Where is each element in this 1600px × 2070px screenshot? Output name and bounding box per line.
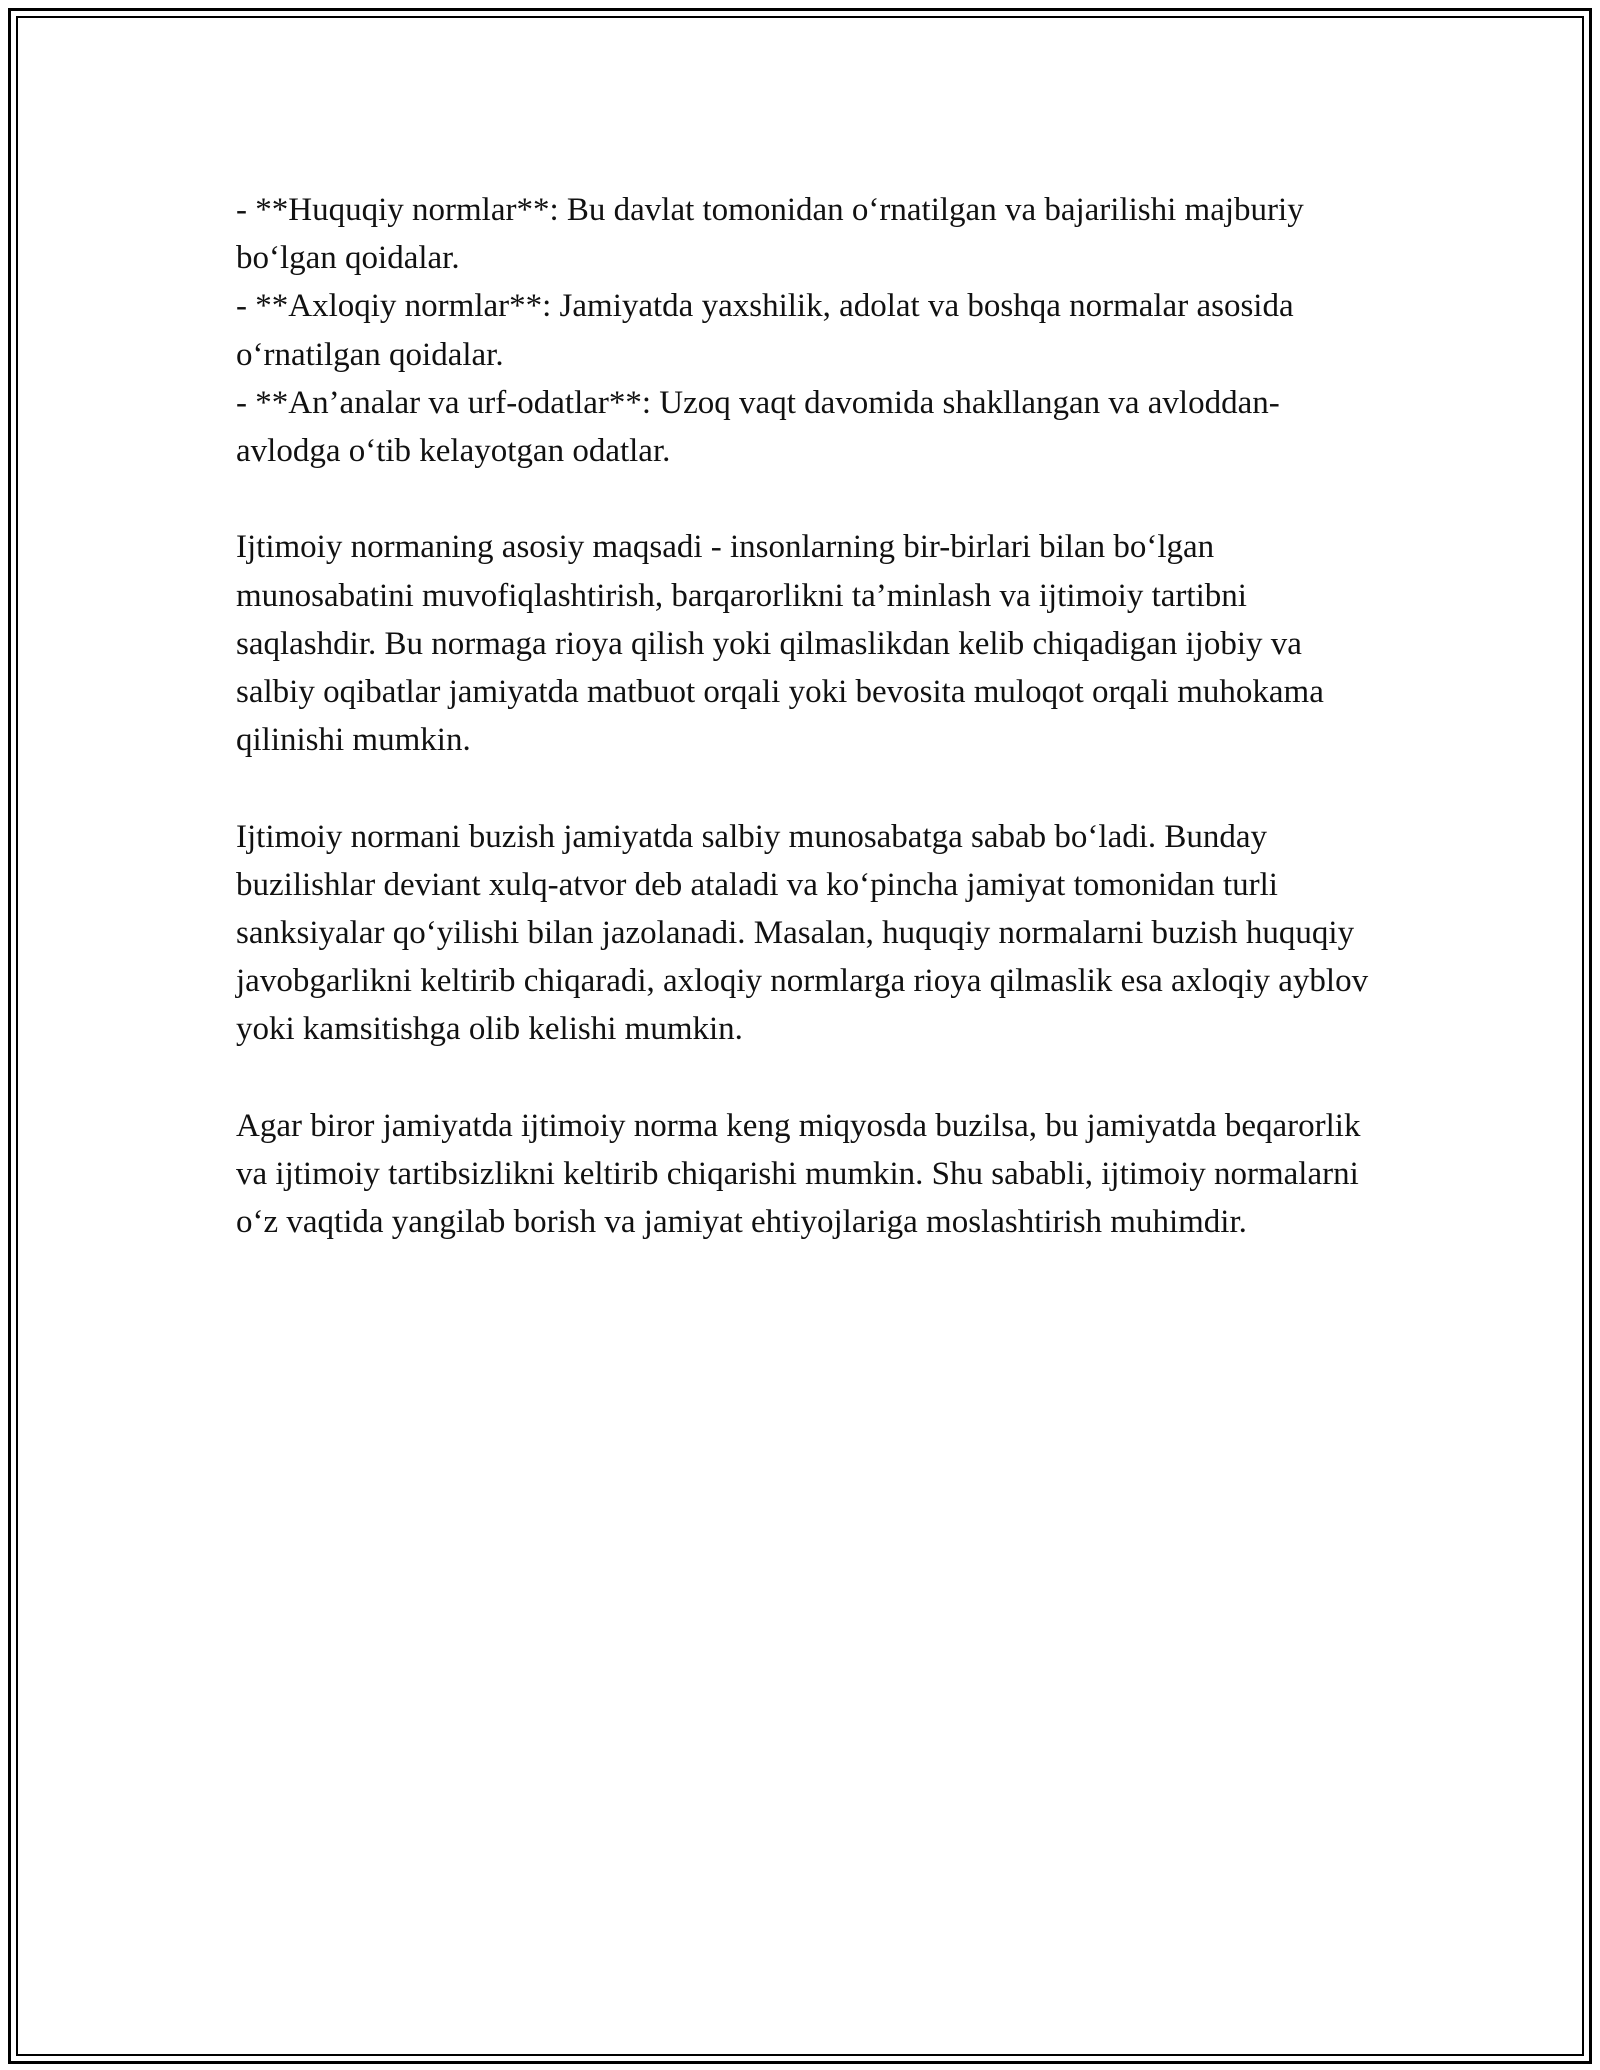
paragraph-spacer xyxy=(236,764,1376,812)
paragraph-buzish: Ijtimoiy normani buzish jamiyatda salbiy munosabatga sabab bo‘ladi. Bunday buzilishlar deviant xulq-atvor deb ataladi va ko‘pincha jamiyat tomonidan turli sanksiyalar qo‘yilishi bilan jazolanadi. Masalan, huquqiy normalarni buzish huquqiy javobgarlikni keltirib chiqaradi, axloqiy normlarga rioya qilmaslik esa axloqiy ayblov yoki kamsitishga olib kelishi mumkin. xyxy=(236,818,1369,1048)
list-item-axloqiy-normlar: - **Axloqiy normlar**: Jamiyatda yaxshilik, adolat va boshqa normalar asosida o‘rnatilgan qoidalar. xyxy=(236,288,1294,373)
paragraph-spacer xyxy=(236,1054,1376,1102)
paragraph-xulosa: Agar biror jamiyatda ijtimoiy norma keng miqyosda buzilsa, bu jamiyatda beqarorlik va ijtimoiy tartibsizlikni keltirib chiqarishi mumkin. Shu sababli, ijtimoiy normalarni o‘z vaqtida yangilab borish va jamiyat ehtiyojlariga moslashtirish muhimdir. xyxy=(236,1107,1361,1241)
paragraph-maqsad: Ijtimoiy normaning asosiy maqsadi - insonlarning bir-birlari bilan bo‘lgan munosabatini muvofiqlashtirish, barqarorlikni ta’minlash va ijtimoiy tartibni saqlashdir. Bu normaga rioya qilish yoki qilmaslikdan kelib chiqadigan ijobiy va salbiy oqibatlar jamiyatda matbuot orqali yoki bevosita muloqot orqali muhokama qilinishi mumkin. xyxy=(236,529,1324,759)
list-item-ananalar: - **An’analar va urf-odatlar**: Uzoq vaqt davomida shakllangan va avloddan-avlodga o‘tib kelayotgan odatlar. xyxy=(236,384,1280,470)
list-item-huquqiy-normlar: - **Huquqiy normlar**: Bu davlat tomonidan o‘rnatilgan va bajarilishi majburiy bo‘lgan qoidalar. xyxy=(236,192,1304,277)
paragraph-spacer xyxy=(236,475,1376,523)
document-body xyxy=(236,186,1376,1246)
